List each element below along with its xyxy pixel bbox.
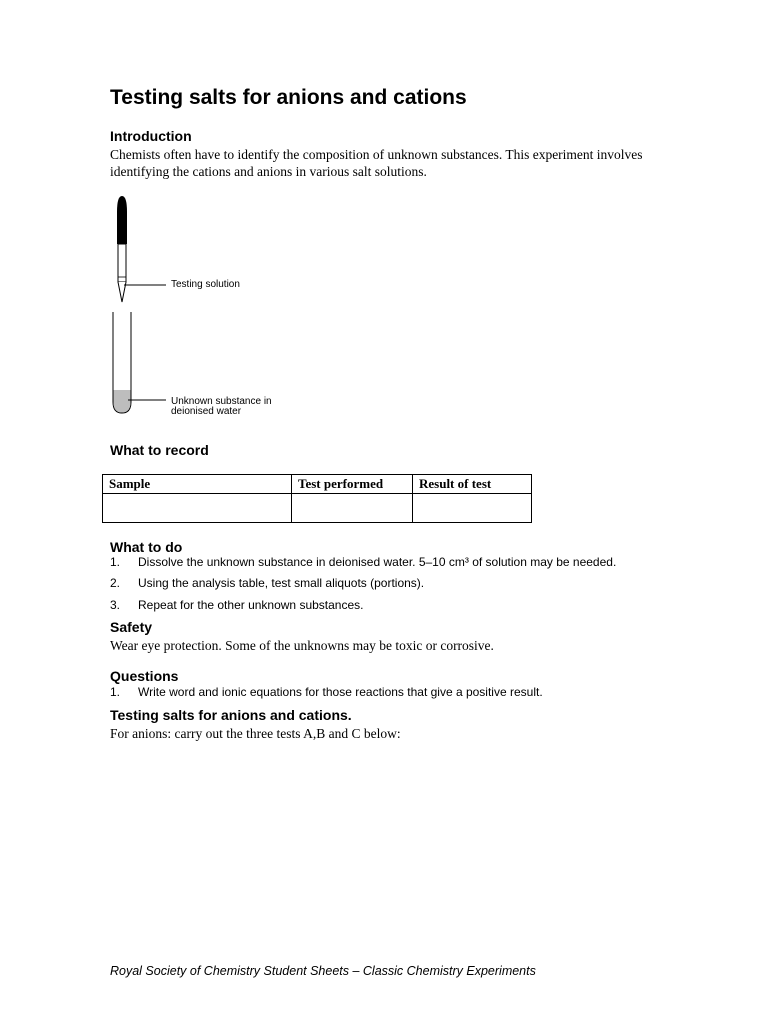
table-header-row [103, 475, 532, 494]
introduction-text: Chemists often have to identify the composition of unknown substances. This experiment involves identifying the cations and anions in various salt solutions. [110, 147, 643, 179]
safety-heading: Safety [110, 619, 153, 635]
page-title: Testing salts for anions and cations [110, 86, 467, 109]
table-cell-result [413, 494, 532, 523]
step-text: Repeat for the other unknown substances. [138, 598, 364, 612]
list-item [110, 576, 424, 590]
what-to-record-heading: What to record [110, 442, 209, 458]
list-item [110, 555, 616, 569]
step-number: 2. [110, 576, 121, 590]
safety-text: Wear eye protection. Some of the unknowns may be toxic or corrosive. [110, 638, 494, 653]
questions-heading: Questions [110, 668, 179, 684]
question-number: 1. [110, 685, 121, 699]
dropper-bulb [117, 196, 127, 244]
apparatus-illustration [108, 192, 288, 422]
introduction-heading: Introduction [110, 128, 192, 144]
dropper-tube [118, 244, 126, 282]
testing-section-text: For anions: carry out the three tests A,B and C below: [110, 726, 401, 741]
step-number: 1. [110, 555, 121, 569]
testing-section-heading: Testing salts for anions and cations. [110, 707, 352, 723]
table-cell-test-performed [292, 494, 413, 523]
unknown-substance-label-line1: Unknown substance in [171, 396, 272, 407]
page-footer: Royal Society of Chemistry Student Sheets – Classic Chemistry Experiments [110, 964, 536, 978]
step-text: Using the analysis table, test small aliquots (portions). [138, 576, 425, 590]
table-cell-sample [103, 494, 292, 523]
table-row [103, 494, 532, 523]
step-number: 3. [110, 598, 121, 612]
what-to-do-heading: What to do [110, 539, 183, 555]
record-table [102, 474, 532, 523]
test-tube-diagram [108, 192, 288, 422]
list-item [110, 598, 363, 612]
unknown-substance-label-line2: deionised water [171, 406, 242, 417]
step-text: Dissolve the unknown substance in deionised water. 5–10 cm³ of solution may be needed. [138, 555, 617, 569]
list-item [110, 685, 543, 699]
column-header-result: Result of test [413, 475, 532, 494]
testing-solution-label: Testing solution [171, 279, 240, 290]
column-header-test-performed: Test performed [292, 475, 413, 494]
unknown-solution [114, 390, 131, 413]
column-header-sample: Sample [103, 475, 292, 494]
question-text: Write word and ionic equations for those reactions that give a positive result. [138, 685, 543, 699]
